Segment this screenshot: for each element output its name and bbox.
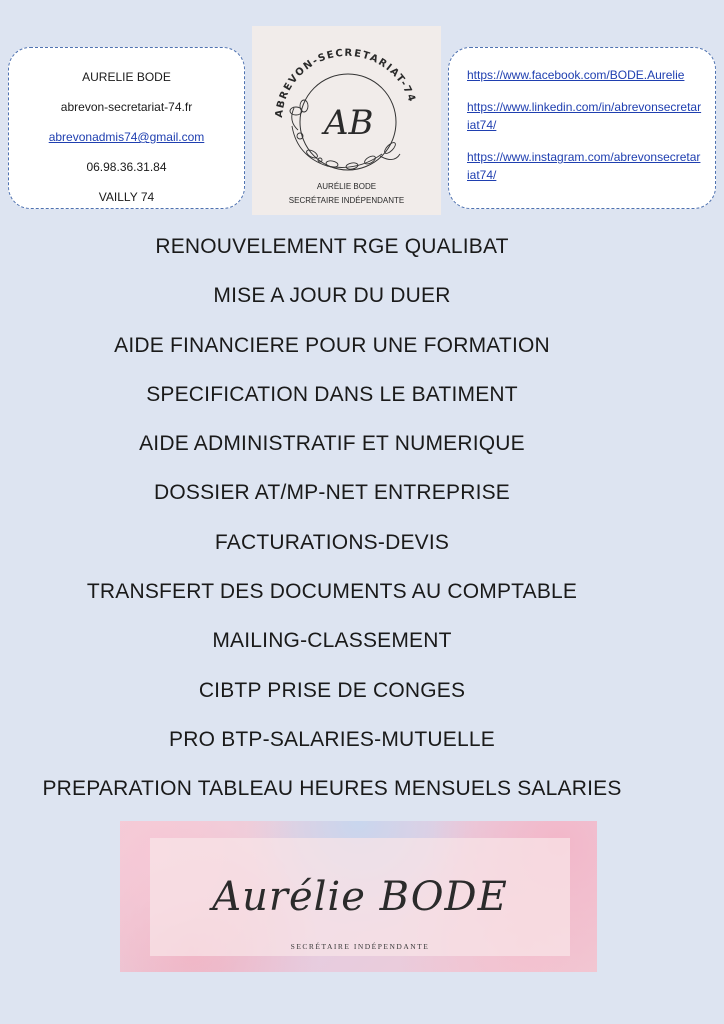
- service-item: CIBTP PRISE DE CONGES: [198, 678, 466, 702]
- linkedin-link[interactable]: https://www.linkedin.com/in/abrevonsecretariat74/: [467, 100, 702, 132]
- signature-banner: [120, 821, 597, 972]
- service-item: PREPARATION TABLEAU HEURES MENSUELS SALARIES: [42, 777, 622, 801]
- contact-email-link[interactable]: abrevonadmis74@gmail.com: [48, 130, 205, 144]
- logo-ring-text: ABREVON-SECRETARIAT-74: [273, 47, 418, 119]
- service-item: TRANSFERT DES DOCUMENTS AU COMPTABLE: [86, 580, 578, 604]
- service-item: RENOUVELEMENT RGE QUALIBAT: [155, 235, 509, 258]
- service-item: FACTURATIONS-DEVIS: [214, 530, 450, 554]
- contact-website: abrevon-secretariat-74.fr: [60, 100, 193, 114]
- services-list: [0, 228, 664, 820]
- contact-phone: 06.98.36.31.84: [86, 160, 167, 174]
- social-card: [448, 47, 716, 209]
- logo: [252, 26, 441, 215]
- service-item: DOSSIER AT/MP-NET ENTREPRISE: [153, 481, 511, 505]
- facebook-link[interactable]: https://www.facebook.com/BODE.Aurelie: [467, 68, 685, 82]
- logo-name: AURÉLIE BODE: [316, 182, 377, 191]
- service-item: AIDE FINANCIERE POUR UNE FORMATION: [114, 333, 550, 357]
- logo-monogram: AB: [324, 103, 374, 143]
- service-item: PRO BTP-SALARIES-MUTUELLE: [169, 727, 495, 751]
- banner-name: Aurélie BODE: [212, 874, 508, 920]
- service-item: MISE A JOUR DU DUER: [213, 284, 451, 308]
- service-item: SPECIFICATION DANS LE BATIMENT: [146, 382, 518, 406]
- instagram-link[interactable]: https://www.instagram.com/abrevonsecretariat74/: [467, 150, 701, 182]
- banner-subtitle: SECRÉTAIRE INDÉPENDANTE: [290, 942, 430, 951]
- contact-location: VAILLY 74: [98, 190, 155, 204]
- contact-card: [8, 47, 245, 209]
- contact-name: AURELIE BODE: [82, 70, 171, 84]
- service-item: MAILING-CLASSEMENT: [212, 629, 452, 653]
- service-item: AIDE ADMINISTRATIF ET NUMERIQUE: [139, 432, 525, 456]
- banner-panel: [150, 838, 570, 956]
- logo-tagline: SECRÉTAIRE INDÉPENDANTE: [288, 196, 405, 205]
